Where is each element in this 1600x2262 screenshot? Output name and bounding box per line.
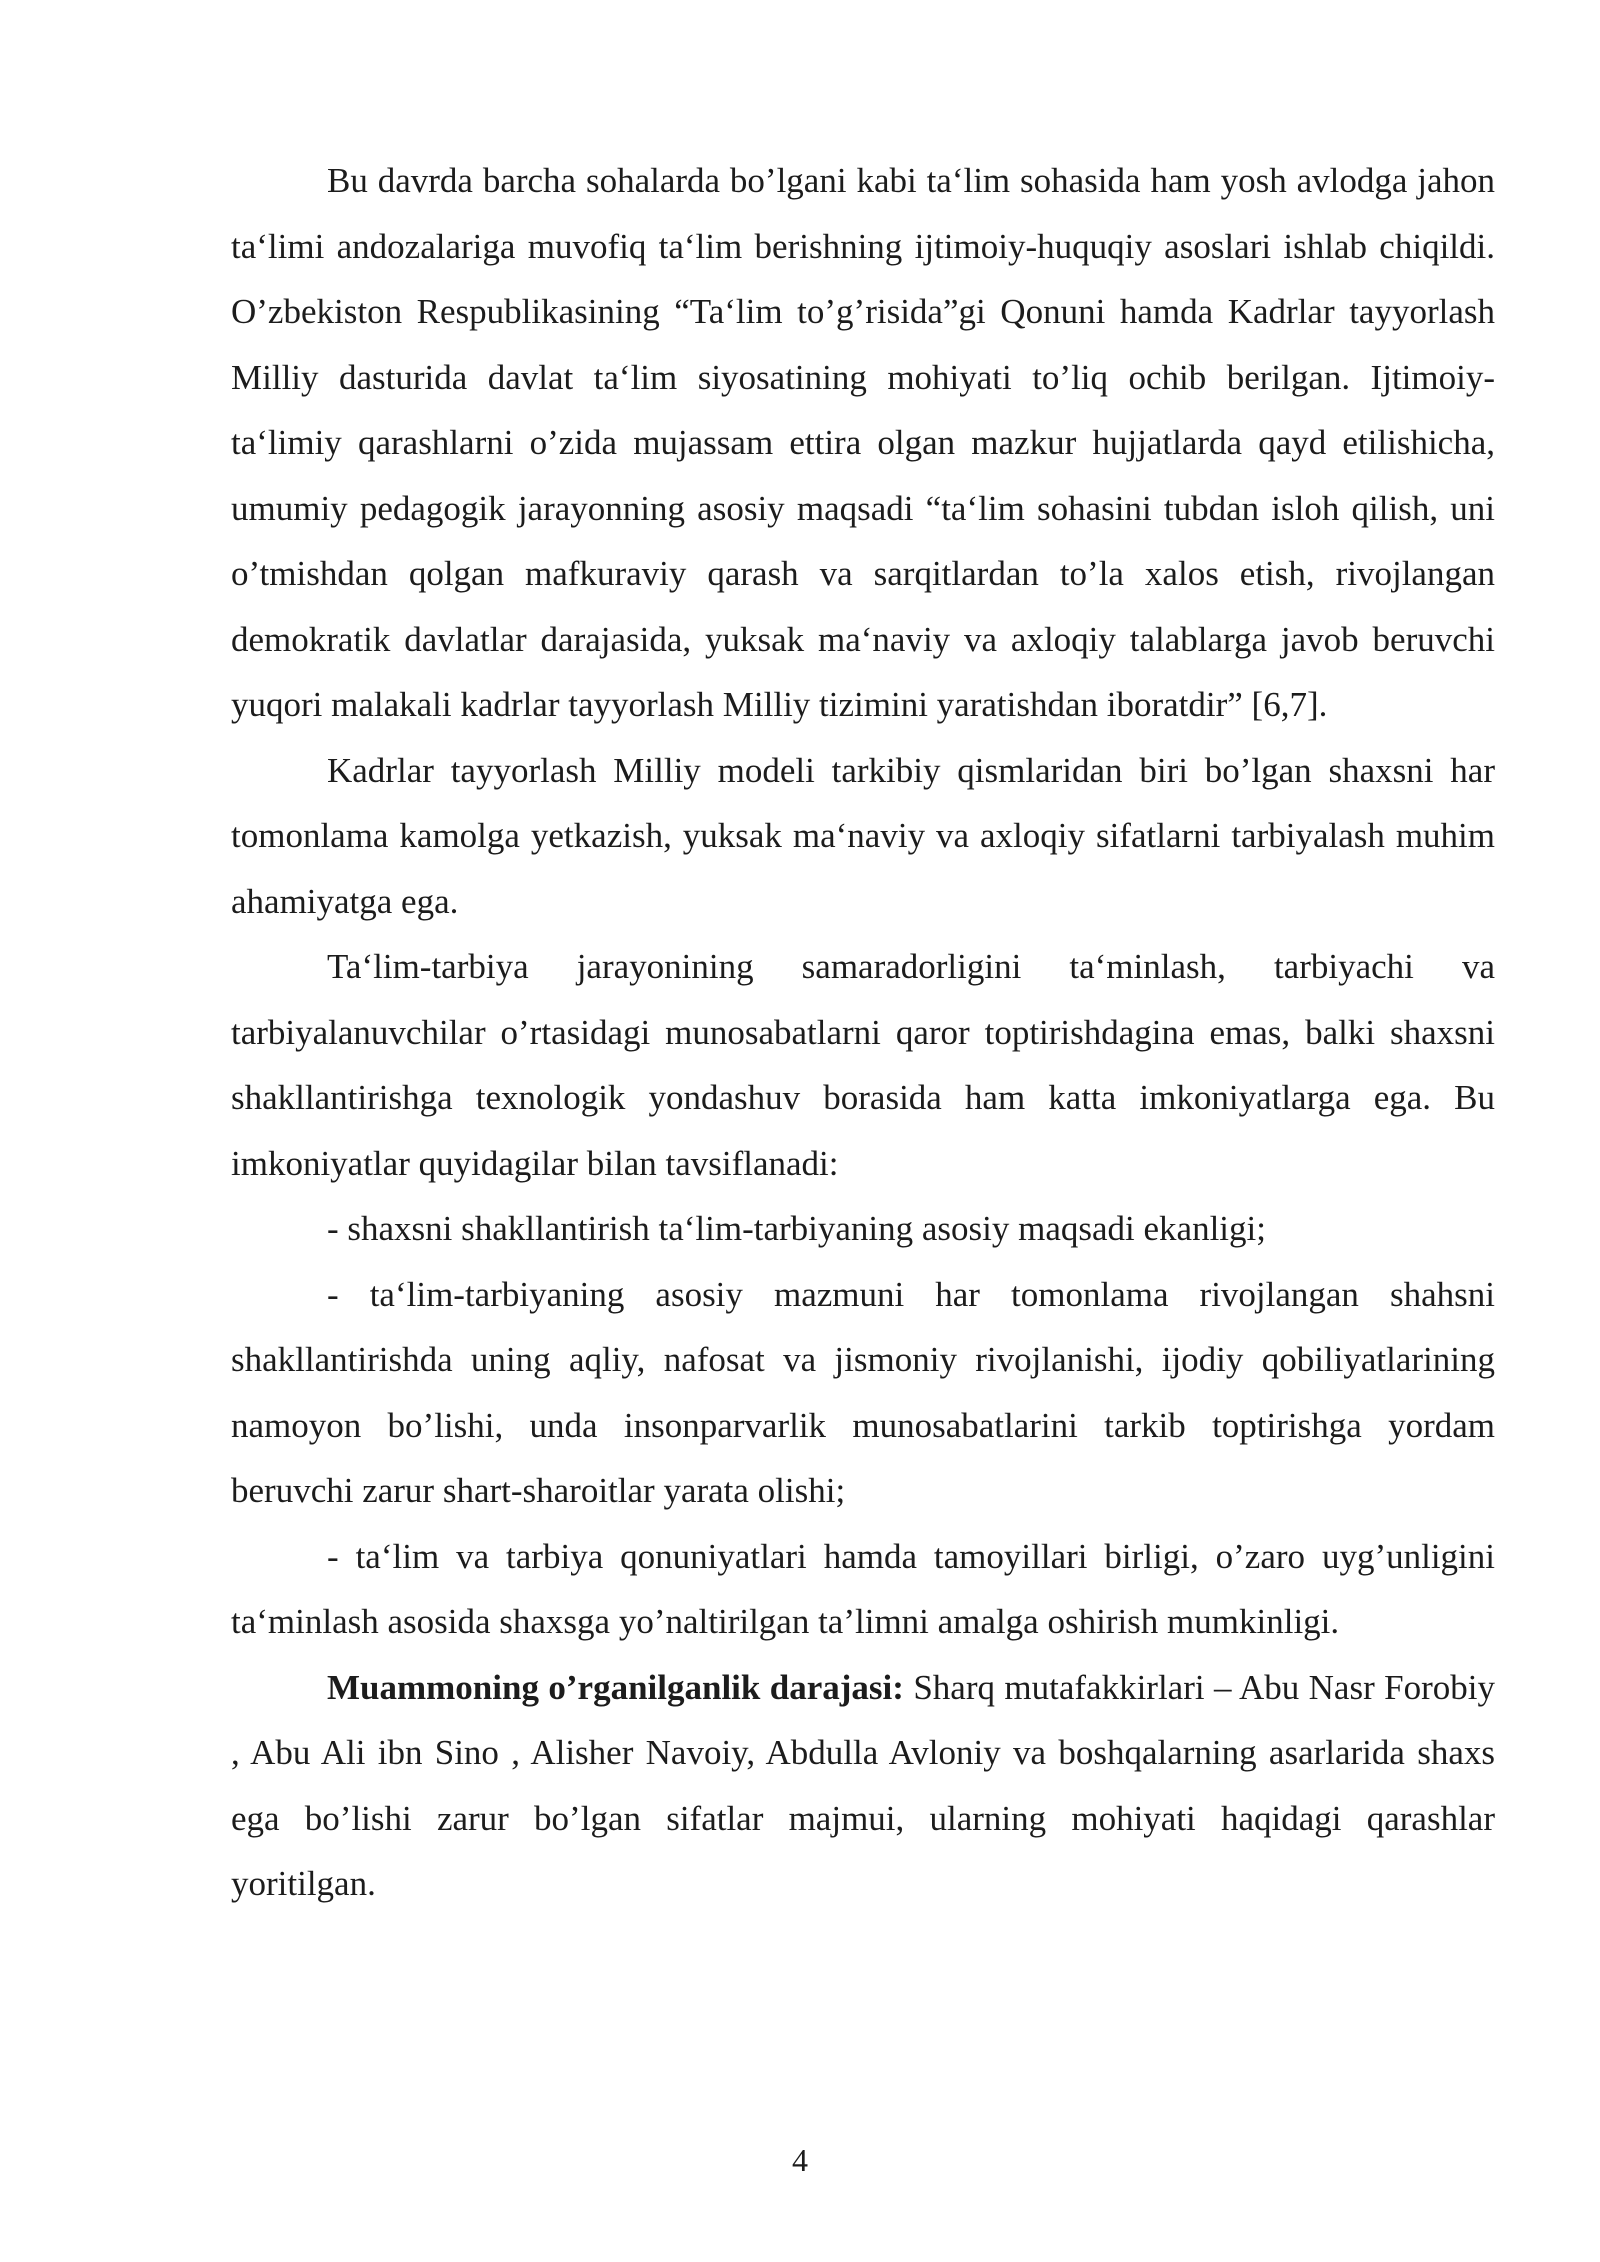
paragraph-research-level bbox=[231, 1655, 1495, 1917]
paragraph-3-text: Ta‘lim-tarbiya jarayonining samaradorligini ta‘minlash, tarbiyachi va tarbiyalanuvchilar o’rtasidagi munosabatlarni qaror toptirishdagina emas, balki shaxsni shakllantirishga texnologik yondashuv borasida ham katta imkoniyatlarga ega. Bu imkoniyatlar quyidagilar bilan tavsiflanadi: bbox=[231, 947, 1495, 1183]
paragraph-2-text: Kadrlar tayyorlash Milliy modeli tarkibiy qismlaridan biri bo’lgan shaxsni har tomonlama kamolga yetkazish, yuksak ma‘naviy va axloqiy sifatlarni tarbiyalash muhim ahamiyatga ega. bbox=[231, 750, 1495, 921]
research-level-heading: Muammoning o’rganilganlik darajasi: bbox=[327, 1667, 904, 1707]
paragraph-3 bbox=[231, 934, 1495, 1196]
paragraph-1 bbox=[231, 148, 1495, 738]
list-item-3-text: - ta‘lim va tarbiya qonuniyatlari hamda tamoyillari birligi, o’zaro uyg’unligini ta‘minlash asosida shaxsga yo’naltirilgan ta’limni amalga oshirish mumkinligi. bbox=[231, 1536, 1495, 1641]
list-item-3 bbox=[231, 1524, 1495, 1655]
list-item-1 bbox=[231, 1196, 1495, 1262]
list-item-1-text: - shaxsni shakllantirish ta‘lim-tarbiyaning asosiy maqsadi ekanligi; bbox=[327, 1209, 1266, 1248]
research-level-text: Sharq mutafakkirlari – Abu Nasr Forobiy , Abu Ali ibn Sino , Alisher Navoiy, Abdulla Avloniy va boshqalarning asarlarida shaxs ega bo’lishi zarur bo’lgan sifatlar majmui, ularning mohiyati haqidagi qarashlar yoritilgan. bbox=[231, 1667, 1495, 1903]
list-item-2 bbox=[231, 1262, 1495, 1524]
page-number: 4 bbox=[792, 2142, 808, 2178]
paragraph-1-text: Bu davrda barcha sohalarda bo’lgani kabi ta‘lim sohasida ham yosh avlodga jahon ta‘limi andozalariga muvofiq ta‘lim berishning ijtimoiy-huquqiy asoslari ishlab chiqildi. O’zbekiston Respublikasining “Ta‘lim to’g’risida”gi Qonuni hamda Kadrlar tayyorlash Milliy dasturida davlat ta‘lim siyosatining mohiyati to’liq ochib berilgan. Ijtimoiy-ta‘limiy qarashlarni o’zida mujassam ettira olgan mazkur hujjatlarda qayd etilishicha, umumiy pedagogik jarayonning asosiy maqsadi “ta‘lim sohasini tubdan isloh qilish, uni o’tmishdan qolgan mafkuraviy qarash va sarqitlardan to’la xalos etish, rivojlangan demokratik davlatlar darajasida, yuksak ma‘naviy va axloqiy talablarga javob beruvchi yuqori malakali kadrlar tayyorlash Milliy tizimini yaratishdan iboratdir” [6,7]. bbox=[231, 161, 1495, 724]
document-body bbox=[231, 148, 1495, 1917]
paragraph-2 bbox=[231, 738, 1495, 935]
list-item-2-text: - ta‘lim-tarbiyaning asosiy mazmuni har tomonlama rivojlangan shahsni shakllantirishda uning aqliy, nafosat va jismoniy rivojlanishi, ijodiy qobiliyatlarining namoyon bo’lishi, unda insonparvarlik munosabatlarini tarkib toptirishga yordam beruvchi zarur shart-sharoitlar yarata olishi; bbox=[231, 1274, 1495, 1510]
